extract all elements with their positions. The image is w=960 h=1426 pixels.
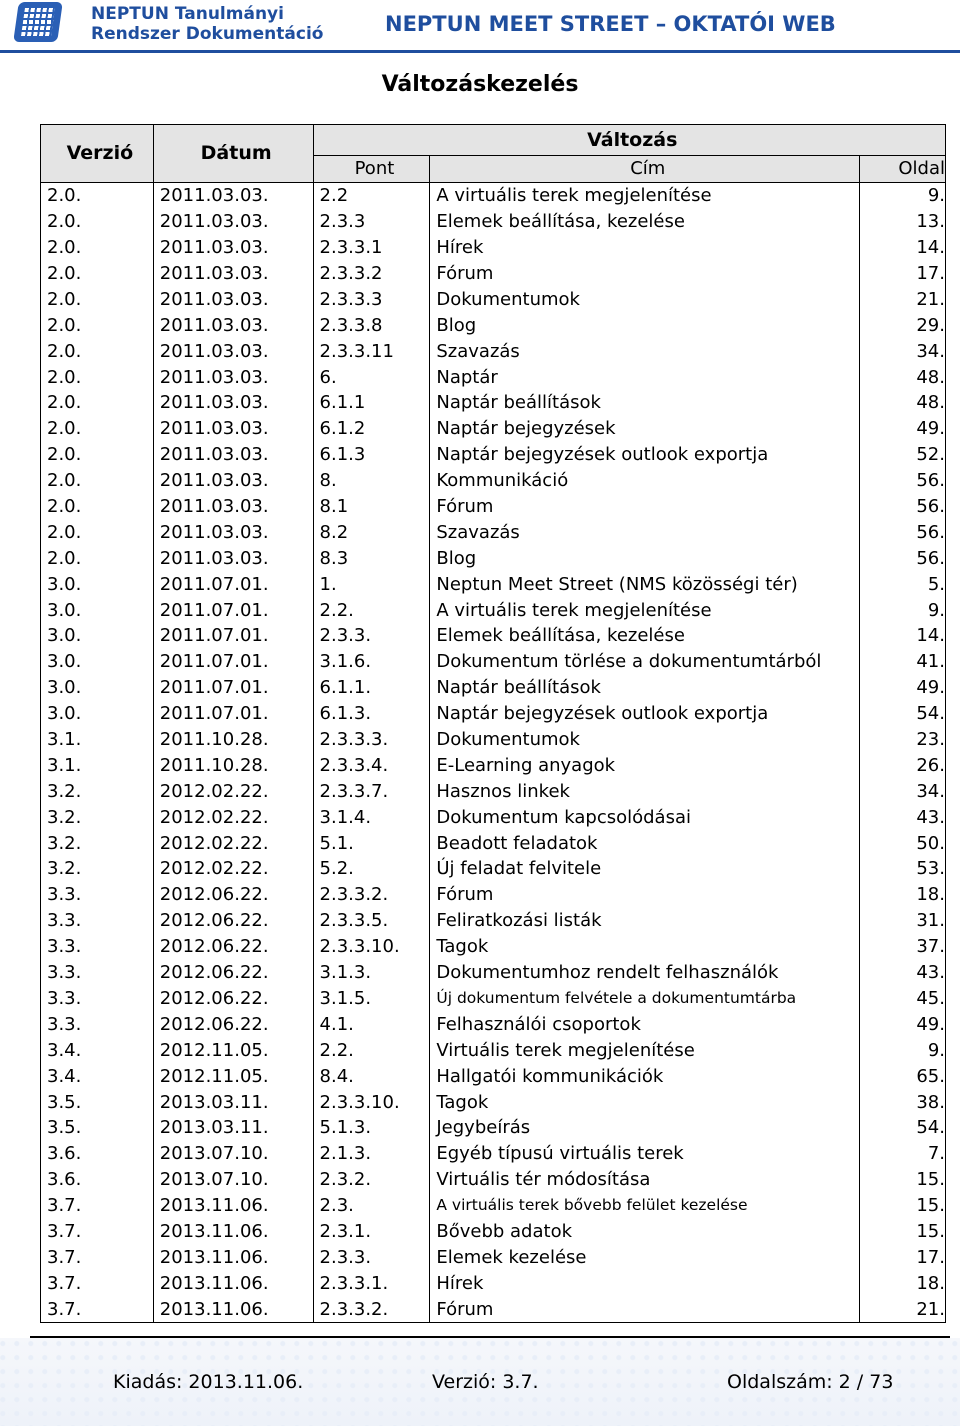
row-page: 7. (860, 1141, 946, 1167)
row-page: 23. (860, 727, 946, 753)
row-page: 54. (860, 1115, 946, 1141)
row-page: 43. (860, 960, 946, 986)
row-version: 2.0. (41, 209, 154, 235)
table-row (41, 364, 946, 390)
row-page: 65. (860, 1063, 946, 1089)
row-date: 2011.03.03. (153, 235, 313, 261)
row-version: 3.5. (41, 1089, 154, 1115)
row-title: Kommunikáció (430, 468, 860, 494)
row-title: Új dokumentum felvétele a dokumentumtárba (430, 986, 860, 1012)
row-page: 48. (860, 390, 946, 416)
row-title: Szavazás (430, 338, 860, 364)
row-version: 3.7. (41, 1296, 154, 1322)
row-date: 2012.02.22. (153, 804, 313, 830)
table-row (41, 182, 946, 208)
table-row (41, 934, 946, 960)
row-version: 3.3. (41, 934, 154, 960)
row-page: 52. (860, 442, 946, 468)
row-page: 56. (860, 468, 946, 494)
row-date: 2011.03.03. (153, 545, 313, 571)
row-version: 3.2. (41, 830, 154, 856)
row-title: Naptár beállítások (430, 390, 860, 416)
row-page: 15. (860, 1167, 946, 1193)
row-page: 21. (860, 286, 946, 312)
row-title: Naptár (430, 364, 860, 390)
row-title: Dokumentum törlése a dokumentumtárból (430, 649, 860, 675)
table-row (41, 649, 946, 675)
row-title: Hírek (430, 235, 860, 261)
row-page: 14. (860, 235, 946, 261)
row-title: Tagok (430, 934, 860, 960)
row-date: 2012.06.22. (153, 908, 313, 934)
row-point: 2.3.3.2 (313, 261, 430, 287)
row-date: 2013.07.10. (153, 1141, 313, 1167)
header-page: Oldal (860, 156, 946, 183)
row-version: 3.0. (41, 571, 154, 597)
row-point: 2.3. (313, 1193, 430, 1219)
row-page: 9. (860, 182, 946, 208)
row-date: 2011.03.03. (153, 286, 313, 312)
document-header-title: NEPTUN MEET STREET – OKTATÓI WEB (385, 12, 836, 36)
row-point: 2.3.3.5. (313, 908, 430, 934)
page-title: Változáskezelés (381, 72, 579, 97)
row-date: 2011.10.28. (153, 727, 313, 753)
row-point: 5.1. (313, 830, 430, 856)
page-header (0, 0, 960, 53)
row-version: 3.7. (41, 1193, 154, 1219)
table-row (41, 390, 946, 416)
row-date: 2011.10.28. (153, 752, 313, 778)
row-title: A virtuális terek megjelenítése (430, 182, 860, 208)
change-log-table (40, 124, 946, 1323)
row-date: 2013.11.06. (153, 1270, 313, 1296)
header-version: Verzió (41, 125, 154, 183)
row-title: Beadott feladatok (430, 830, 860, 856)
table-row (41, 338, 946, 364)
row-version: 2.0. (41, 338, 154, 364)
row-point: 6.1.1 (313, 390, 430, 416)
table-row (41, 986, 946, 1012)
row-version: 3.5. (41, 1115, 154, 1141)
row-date: 2011.03.03. (153, 312, 313, 338)
row-title: Fórum (430, 261, 860, 287)
row-version: 3.4. (41, 1037, 154, 1063)
row-date: 2011.03.03. (153, 468, 313, 494)
row-point: 2.3.3.11 (313, 338, 430, 364)
row-page: 48. (860, 364, 946, 390)
row-version: 3.2. (41, 778, 154, 804)
row-page: 34. (860, 338, 946, 364)
row-version: 3.0. (41, 649, 154, 675)
table-row (41, 1219, 946, 1245)
row-date: 2011.03.03. (153, 182, 313, 208)
row-date: 2011.03.03. (153, 261, 313, 287)
row-point: 2.3.1. (313, 1219, 430, 1245)
table-row (41, 519, 946, 545)
row-date: 2013.11.06. (153, 1244, 313, 1270)
row-point: 2.3.3.3. (313, 727, 430, 753)
row-page: 18. (860, 1270, 946, 1296)
row-version: 3.4. (41, 1063, 154, 1089)
row-point: 2.3.3 (313, 209, 430, 235)
row-date: 2012.02.22. (153, 778, 313, 804)
row-point: 2.3.3.2. (313, 882, 430, 908)
row-version: 3.6. (41, 1167, 154, 1193)
row-point: 2.3.3.3 (313, 286, 430, 312)
row-point: 3.1.4. (313, 804, 430, 830)
row-version: 2.0. (41, 364, 154, 390)
row-version: 2.0. (41, 545, 154, 571)
row-page: 29. (860, 312, 946, 338)
row-point: 3.1.5. (313, 986, 430, 1012)
table-row (41, 856, 946, 882)
row-title: Naptár bejegyzések outlook exportja (430, 442, 860, 468)
row-version: 2.0. (41, 494, 154, 520)
row-point: 2.3.2. (313, 1167, 430, 1193)
row-date: 2011.07.01. (153, 597, 313, 623)
row-page: 49. (860, 416, 946, 442)
row-page: 14. (860, 623, 946, 649)
row-page: 53. (860, 856, 946, 882)
table-row (41, 571, 946, 597)
row-title: Virtuális terek megjelenítése (430, 1037, 860, 1063)
table-row (41, 597, 946, 623)
brand-line-2: Rendszer Dokumentáció (91, 24, 324, 44)
row-title: Jegybeírás (430, 1115, 860, 1141)
row-title: Elemek kezelése (430, 1244, 860, 1270)
row-point: 5.2. (313, 856, 430, 882)
row-version: 3.3. (41, 908, 154, 934)
neptun-logo-icon (13, 2, 63, 42)
row-title: Dokumentumhoz rendelt felhasználók (430, 960, 860, 986)
table-row (41, 442, 946, 468)
row-title: Naptár beállítások (430, 675, 860, 701)
header-change: Változás (313, 125, 945, 156)
row-page: 34. (860, 778, 946, 804)
table-row (41, 209, 946, 235)
row-page: 43. (860, 804, 946, 830)
row-title: Hírek (430, 1270, 860, 1296)
row-point: 3.1.6. (313, 649, 430, 675)
row-point: 6.1.3 (313, 442, 430, 468)
row-version: 3.1. (41, 752, 154, 778)
row-page: 21. (860, 1296, 946, 1322)
table-row (41, 1167, 946, 1193)
row-page: 41. (860, 649, 946, 675)
header-point: Pont (313, 156, 430, 183)
row-page: 9. (860, 597, 946, 623)
row-version: 2.0. (41, 235, 154, 261)
table-row (41, 1141, 946, 1167)
table-row (41, 494, 946, 520)
row-date: 2011.07.01. (153, 571, 313, 597)
row-date: 2012.11.05. (153, 1063, 313, 1089)
table-row (41, 312, 946, 338)
row-page: 13. (860, 209, 946, 235)
row-page: 15. (860, 1219, 946, 1245)
row-point: 2.3.3.1. (313, 1270, 430, 1296)
row-point: 8.1 (313, 494, 430, 520)
row-page: 9. (860, 1037, 946, 1063)
row-title: Bővebb adatok (430, 1219, 860, 1245)
row-page: 38. (860, 1089, 946, 1115)
table-row (41, 1296, 946, 1322)
row-title: E-Learning anyagok (430, 752, 860, 778)
table-row (41, 235, 946, 261)
row-version: 2.0. (41, 519, 154, 545)
row-version: 3.7. (41, 1270, 154, 1296)
table-row (41, 1089, 946, 1115)
row-page: 17. (860, 261, 946, 287)
row-version: 3.3. (41, 986, 154, 1012)
row-version: 3.0. (41, 701, 154, 727)
row-point: 2.3.3.10. (313, 1089, 430, 1115)
row-date: 2012.06.22. (153, 960, 313, 986)
row-date: 2011.03.03. (153, 442, 313, 468)
table-row (41, 261, 946, 287)
row-version: 2.0. (41, 312, 154, 338)
row-page: 56. (860, 545, 946, 571)
row-point: 2.1.3. (313, 1141, 430, 1167)
table-row (41, 623, 946, 649)
table-row (41, 1270, 946, 1296)
row-version: 2.0. (41, 390, 154, 416)
table-row (41, 701, 946, 727)
row-page: 49. (860, 675, 946, 701)
row-date: 2013.07.10. (153, 1167, 313, 1193)
row-point: 5.1.3. (313, 1115, 430, 1141)
row-point: 6. (313, 364, 430, 390)
row-point: 2.3.3.10. (313, 934, 430, 960)
row-version: 3.0. (41, 597, 154, 623)
row-page: 31. (860, 908, 946, 934)
row-point: 2.2. (313, 1037, 430, 1063)
row-date: 2011.03.03. (153, 390, 313, 416)
row-page: 45. (860, 986, 946, 1012)
change-log-rows (41, 182, 946, 1322)
row-title: Hallgatói kommunikációk (430, 1063, 860, 1089)
brand-title (91, 4, 323, 44)
row-date: 2011.07.01. (153, 701, 313, 727)
row-date: 2013.11.06. (153, 1219, 313, 1245)
table-row (41, 675, 946, 701)
row-date: 2013.03.11. (153, 1115, 313, 1141)
row-date: 2011.03.03. (153, 338, 313, 364)
row-date: 2012.06.22. (153, 934, 313, 960)
row-point: 8.3 (313, 545, 430, 571)
row-page: 5. (860, 571, 946, 597)
row-date: 2011.03.03. (153, 364, 313, 390)
row-date: 2011.07.01. (153, 623, 313, 649)
row-point: 3.1.3. (313, 960, 430, 986)
row-date: 2011.03.03. (153, 519, 313, 545)
row-title: Feliratkozási listák (430, 908, 860, 934)
row-title: Dokumentum kapcsolódásai (430, 804, 860, 830)
table-row (41, 416, 946, 442)
table-row (41, 908, 946, 934)
row-page: 56. (860, 494, 946, 520)
footer-page-number: Oldalszám: 2 / 73 (727, 1371, 894, 1393)
row-date: 2012.06.22. (153, 986, 313, 1012)
row-title: A virtuális terek bővebb felület kezelése (430, 1193, 860, 1219)
row-version: 3.2. (41, 804, 154, 830)
row-page: 49. (860, 1011, 946, 1037)
row-point: 8.4. (313, 1063, 430, 1089)
row-date: 2012.06.22. (153, 882, 313, 908)
row-page: 17. (860, 1244, 946, 1270)
row-version: 3.3. (41, 882, 154, 908)
row-title: Dokumentumok (430, 727, 860, 753)
row-date: 2011.03.03. (153, 494, 313, 520)
row-title: Egyéb típusú virtuális terek (430, 1141, 860, 1167)
table-row (41, 882, 946, 908)
row-title: Fórum (430, 1296, 860, 1322)
row-version: 3.0. (41, 623, 154, 649)
header-title: Cím (430, 156, 860, 183)
row-title: Hasznos linkek (430, 778, 860, 804)
table-row (41, 804, 946, 830)
row-title: Elemek beállítása, kezelése (430, 209, 860, 235)
row-date: 2012.06.22. (153, 1011, 313, 1037)
table-row (41, 1193, 946, 1219)
row-version: 3.3. (41, 960, 154, 986)
row-point: 6.1.3. (313, 701, 430, 727)
table-row (41, 960, 946, 986)
row-point: 2.3.3. (313, 623, 430, 649)
row-date: 2013.03.11. (153, 1089, 313, 1115)
row-page: 56. (860, 519, 946, 545)
row-title: Neptun Meet Street (NMS közösségi tér) (430, 571, 860, 597)
row-title: Elemek beállítása, kezelése (430, 623, 860, 649)
row-title: Naptár bejegyzések (430, 416, 860, 442)
row-title: Virtuális tér módosítása (430, 1167, 860, 1193)
row-version: 3.2. (41, 856, 154, 882)
table-row (41, 286, 946, 312)
row-date: 2011.03.03. (153, 416, 313, 442)
row-title: Dokumentumok (430, 286, 860, 312)
table-row (41, 1011, 946, 1037)
row-title: Fórum (430, 494, 860, 520)
table-row (41, 1115, 946, 1141)
row-point: 8. (313, 468, 430, 494)
row-point: 2.3.3.1 (313, 235, 430, 261)
table-row (41, 778, 946, 804)
row-point: 2.3.3. (313, 1244, 430, 1270)
row-version: 3.7. (41, 1244, 154, 1270)
row-point: 2.3.3.8 (313, 312, 430, 338)
table-row (41, 545, 946, 571)
row-version: 3.3. (41, 1011, 154, 1037)
row-version: 3.1. (41, 727, 154, 753)
table-row (41, 468, 946, 494)
row-version: 3.7. (41, 1219, 154, 1245)
row-date: 2011.07.01. (153, 649, 313, 675)
row-page: 18. (860, 882, 946, 908)
row-page: 54. (860, 701, 946, 727)
row-title: A virtuális terek megjelenítése (430, 597, 860, 623)
row-title: Blog (430, 312, 860, 338)
table-row (41, 1063, 946, 1089)
table-row (41, 752, 946, 778)
row-date: 2011.03.03. (153, 209, 313, 235)
row-point: 6.1.2 (313, 416, 430, 442)
row-version: 3.6. (41, 1141, 154, 1167)
table-row (41, 1037, 946, 1063)
row-version: 2.0. (41, 182, 154, 208)
row-version: 2.0. (41, 468, 154, 494)
row-point: 2.3.3.7. (313, 778, 430, 804)
row-title: Blog (430, 545, 860, 571)
row-version: 3.0. (41, 675, 154, 701)
row-page: 50. (860, 830, 946, 856)
row-title: Szavazás (430, 519, 860, 545)
row-date: 2012.11.05. (153, 1037, 313, 1063)
row-point: 2.2 (313, 182, 430, 208)
row-date: 2013.11.06. (153, 1193, 313, 1219)
row-version: 2.0. (41, 286, 154, 312)
row-point: 8.2 (313, 519, 430, 545)
row-title: Fórum (430, 882, 860, 908)
table-row (41, 830, 946, 856)
row-title: Felhasználói csoportok (430, 1011, 860, 1037)
brand-line-1: NEPTUN Tanulmányi (91, 4, 284, 24)
row-title: Naptár bejegyzések outlook exportja (430, 701, 860, 727)
row-point: 6.1.1. (313, 675, 430, 701)
row-point: 1. (313, 571, 430, 597)
row-version: 2.0. (41, 261, 154, 287)
row-point: 2.3.3.4. (313, 752, 430, 778)
row-point: 2.2. (313, 597, 430, 623)
row-page: 37. (860, 934, 946, 960)
row-page: 26. (860, 752, 946, 778)
row-page: 15. (860, 1193, 946, 1219)
page-footer (0, 1338, 960, 1426)
row-version: 2.0. (41, 442, 154, 468)
table-row (41, 727, 946, 753)
row-point: 2.3.3.2. (313, 1296, 430, 1322)
row-version: 2.0. (41, 416, 154, 442)
header-date: Dátum (153, 125, 313, 183)
row-title: Tagok (430, 1089, 860, 1115)
row-date: 2012.02.22. (153, 856, 313, 882)
row-date: 2011.07.01. (153, 675, 313, 701)
row-date: 2012.02.22. (153, 830, 313, 856)
row-title: Új feladat felvitele (430, 856, 860, 882)
footer-version: Verzió: 3.7. (432, 1371, 539, 1393)
table-row (41, 1244, 946, 1270)
row-point: 4.1. (313, 1011, 430, 1037)
footer-release: Kiadás: 2013.11.06. (113, 1371, 304, 1393)
row-date: 2013.11.06. (153, 1296, 313, 1322)
